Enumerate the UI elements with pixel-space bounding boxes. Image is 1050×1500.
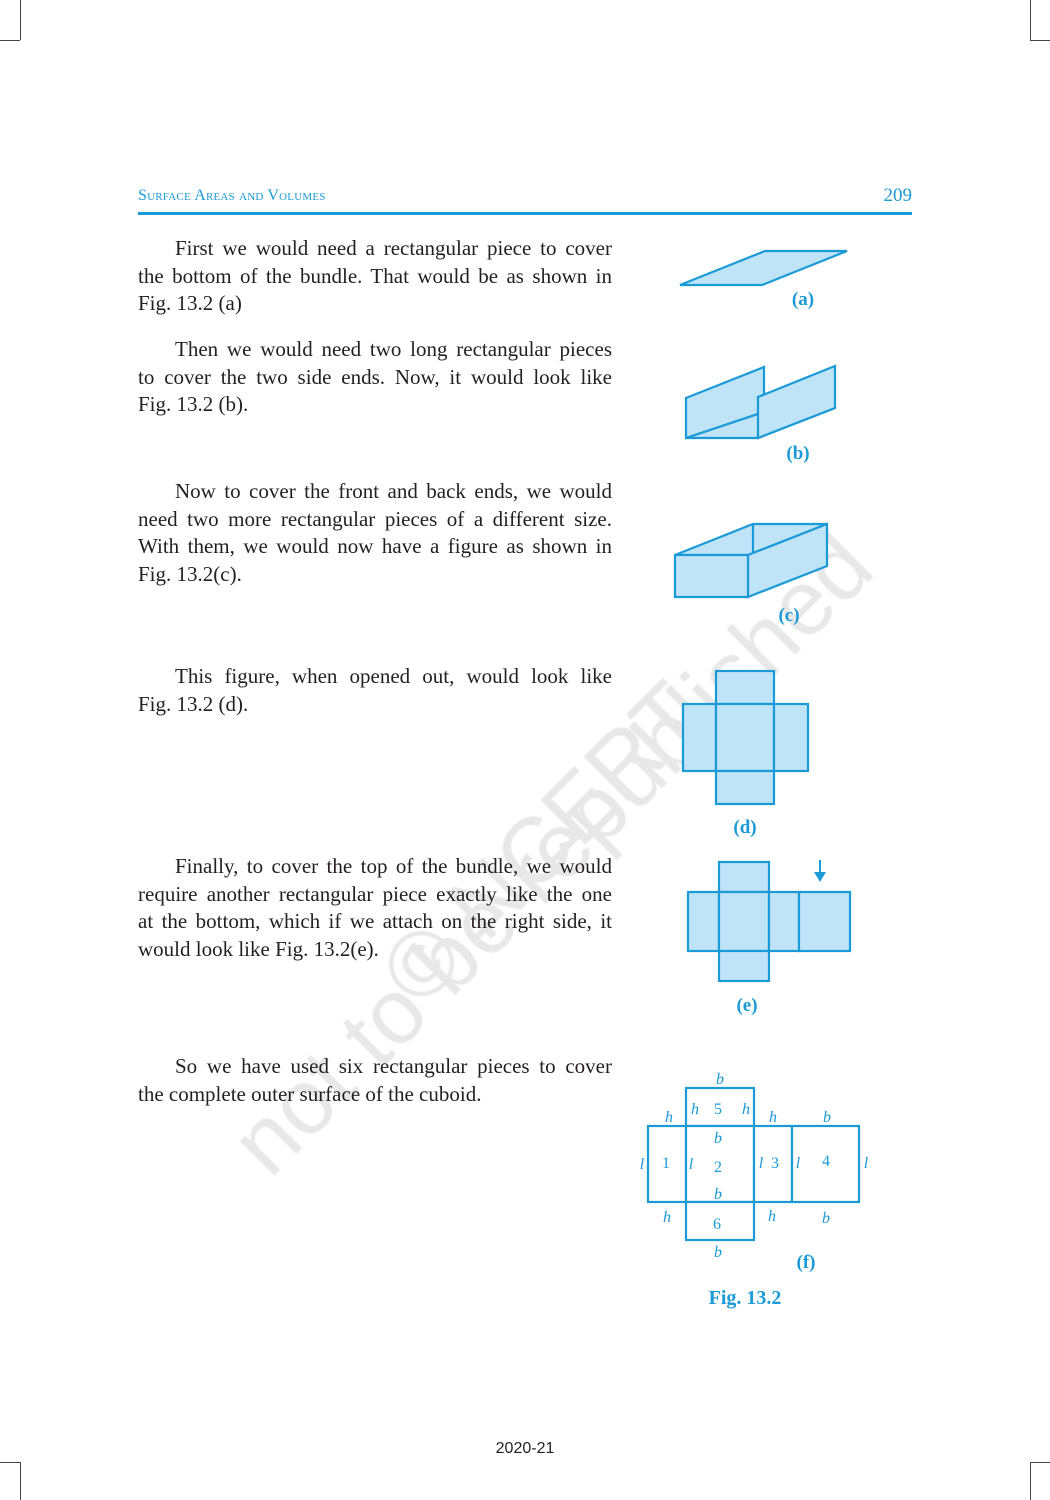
fig-d-opened-net xyxy=(683,671,808,804)
face-label: 3 xyxy=(771,1155,779,1172)
text-line: require another rectangular piece exactly like the one xyxy=(138,881,612,906)
page-number: 209 xyxy=(883,185,912,206)
dimension-label: l xyxy=(688,1156,694,1173)
face-label: 1 xyxy=(662,1155,670,1172)
label-a: (a) xyxy=(791,289,815,310)
dimension-label: h xyxy=(769,1109,777,1126)
dimension-label: b xyxy=(823,1109,831,1126)
label-b: (b) xyxy=(786,443,810,464)
fig-a-base-sheet xyxy=(680,251,847,285)
face-label: 5 xyxy=(714,1101,722,1118)
label-c: (c) xyxy=(778,605,800,626)
text-line: Now to cover the front and back ends, we would xyxy=(175,479,612,503)
dimension-label: l xyxy=(639,1156,645,1173)
dimension-label: b xyxy=(714,1244,722,1261)
dimension-label: h xyxy=(663,1209,671,1226)
text-line: the bottom of the bundle. That would be as shown in xyxy=(138,263,612,288)
text-line: First we would need a rectangular piece to cover xyxy=(175,236,612,260)
dimension-label: h xyxy=(665,1109,673,1126)
text-line: would look like Fig. 13.2(e). xyxy=(138,936,379,961)
text-line: the complete outer surface of the cuboid. xyxy=(138,1081,482,1106)
fig-b-side-walls xyxy=(686,366,835,438)
text-line: With them, we would now have a figure as shown in xyxy=(138,534,612,558)
dimension-label: l xyxy=(758,1155,764,1172)
dimension-label: b xyxy=(716,1071,724,1088)
text-line: Fig. 13.2 (a) xyxy=(138,291,242,315)
text-line: Fig. 13.2(c). xyxy=(138,561,242,586)
label-e: (e) xyxy=(736,995,758,1016)
label-f: (f) xyxy=(796,1252,816,1273)
face-label: 6 xyxy=(713,1216,721,1233)
face-label: 2 xyxy=(714,1159,722,1176)
text-line: This figure, when opened out, would look like xyxy=(175,664,612,688)
fig-e-net-with-top xyxy=(688,862,850,981)
text-line: Finally, to cover the top of the bundle, we would xyxy=(175,854,612,878)
running-header: Surface Areas and Volumes xyxy=(138,187,326,204)
dimension-label: h xyxy=(768,1208,776,1225)
dimension-label: b xyxy=(714,1186,722,1203)
text-line: at the bottom, which if we attach on the right side, it xyxy=(138,909,612,933)
text-line: Then we would need two long rectangular pieces xyxy=(175,337,612,361)
figure-caption: Fig. 13.2 xyxy=(708,1287,782,1309)
dimension-label: b xyxy=(822,1210,830,1227)
dimension-label: l xyxy=(795,1155,801,1172)
text-line: need two more rectangular pieces of a different size. xyxy=(138,506,612,531)
dimension-label: h xyxy=(742,1101,750,1118)
text-line: So we have used six rectangular pieces to cover xyxy=(175,1054,612,1078)
fig-c-open-box xyxy=(675,524,827,597)
label-d: (d) xyxy=(733,817,757,838)
face-label: 4 xyxy=(822,1153,830,1170)
text-line: to cover the two side ends. Now, it would look like xyxy=(138,364,612,389)
dimension-label: h xyxy=(691,1101,699,1118)
dimension-label: l xyxy=(863,1155,869,1172)
footer-year: 2020-21 xyxy=(495,1440,555,1457)
text-line: Fig. 13.2 (d). xyxy=(138,691,249,716)
arrow-icon xyxy=(814,860,826,882)
dimension-label: b xyxy=(714,1130,722,1147)
text-line: Fig. 13.2 (b). xyxy=(138,392,249,416)
